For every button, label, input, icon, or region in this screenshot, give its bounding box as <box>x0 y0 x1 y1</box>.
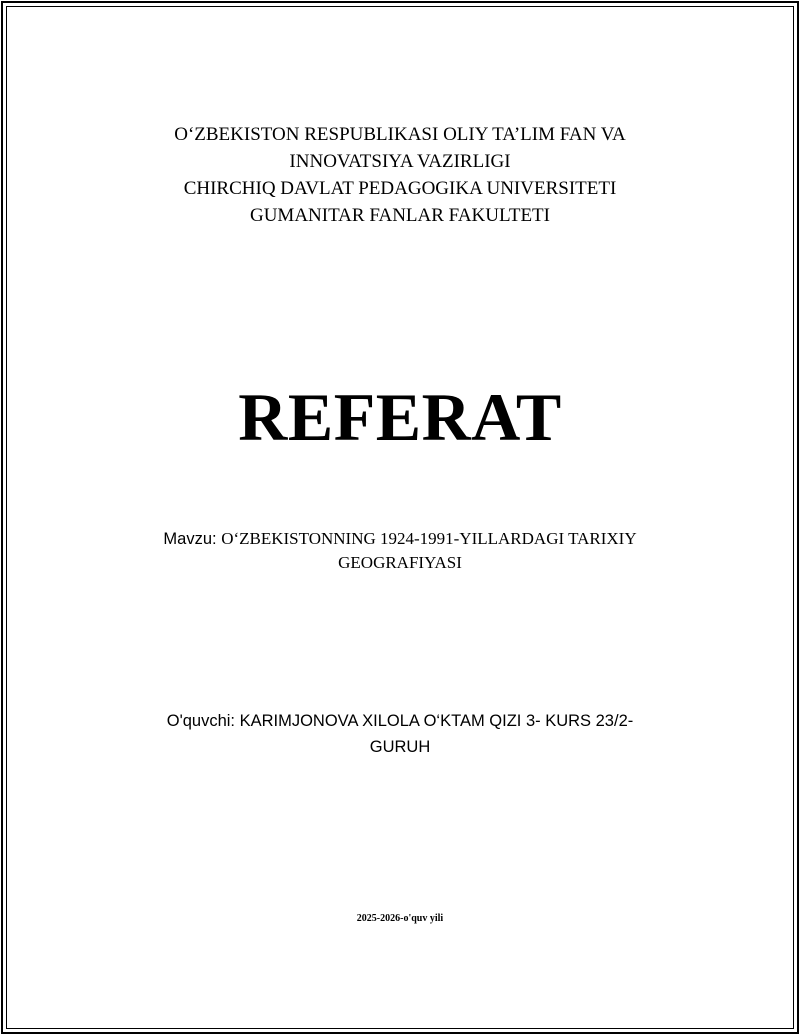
topic-value: O‘ZBEKISTONNING 1924-1991-YILLARDAGI TARIXIY <box>221 529 637 548</box>
student-line-1: O'quvchi: KARIMJONOVA XILOLA O‘KTAM QIZI 3- KURS 23/2- <box>166 712 634 730</box>
academic-year: 2025-2026-o'quv yili <box>356 913 444 924</box>
header-line-faculty: GUMANITAR FANLAR FAKULTETI <box>249 205 550 226</box>
header-line-university: CHIRCHIQ DAVLAT PEDAGOGIKA UNIVERSITETI <box>183 178 617 199</box>
topic-label: Mavzu: <box>163 530 222 548</box>
student-block <box>0 708 800 760</box>
institution-header <box>0 121 800 229</box>
topic-value-cont: GEOGRAFIYASI <box>338 553 462 572</box>
header-line-ministry-cont: INNOVATSIYA VAZIRLIGI <box>289 151 511 172</box>
header-line-ministry: O‘ZBEKISTON RESPUBLIKASI OLIY TA’LIM FAN VA <box>174 124 626 145</box>
document-title: REFERAT <box>238 379 562 455</box>
topic-line-1 <box>0 527 800 551</box>
student-line-2: GURUH <box>369 738 431 756</box>
topic-block <box>0 527 800 575</box>
